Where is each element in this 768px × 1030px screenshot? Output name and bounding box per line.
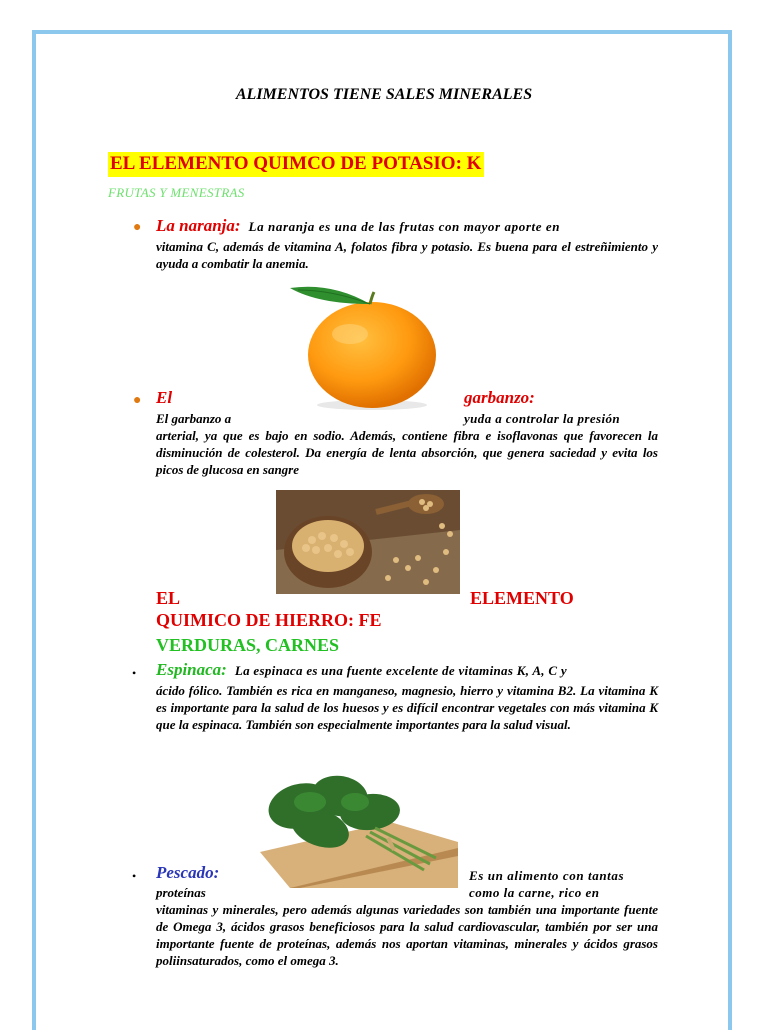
garbanzo-term-right: garbanzo: — [464, 388, 535, 407]
orange-image — [262, 282, 458, 412]
potasio-subheading: FRUTAS Y MENESTRAS — [108, 185, 245, 200]
hierro-heading-line2: QUIMICO DE HIERRO: FE — [156, 610, 382, 630]
spinach-image — [260, 772, 458, 888]
naranja-body: vitamina C, además de vitamina A, folatos fibra y potasio. Es buena para el estreñimiento y ayuda a combatir la anemia. — [156, 239, 658, 271]
naranja-first-line — [156, 216, 658, 236]
garbanzo-line1-right: yuda a controlar la presión — [464, 411, 620, 426]
pescado-term: Pescado: — [156, 863, 220, 882]
garbanzo-line1-left: El garbanzo a — [156, 411, 232, 426]
orange-icon — [262, 282, 458, 412]
garbanzo-term-left: El — [156, 388, 173, 407]
naranja-lead: La naranja es una de las frutas con mayor aporte en — [248, 219, 561, 234]
spinach-icon — [260, 772, 458, 888]
espinaca-term: Espinaca: — [156, 660, 227, 679]
bullet-naranja: ● — [133, 220, 142, 235]
hierro-subheading: VERDURAS, CARNES — [156, 635, 340, 655]
document-title: ALIMENTOS TIENE SALES MINERALES — [235, 86, 533, 103]
naranja-term: La naranja: — [156, 216, 241, 235]
espinaca-lead: La espinaca es una fuente excelente de vitaminas K, A, C y — [234, 663, 567, 678]
bullet-garbanzo: ● — [133, 393, 142, 408]
chickpeas-icon — [276, 490, 460, 594]
espinaca-body: ácido fólico. También es rica en manganeso, magnesio, hierro y vitamina B2. La vitamina K es importante para la salud de los huesos y es difícil encontrar vegetales con más vitamina K que la espinaca. También son especialmente importantes para la salud visual. — [156, 683, 658, 732]
bullet-pescado: • — [132, 869, 137, 883]
hierro-heading-left: EL — [156, 588, 181, 608]
pescado-body: vitaminas y minerales, pero además algunas variedades son también una importante fuente de Omega 3, ácidos grasos beneficiosos para la salud cardiovascular, también por ser una importante fuente de proteínas, además nos aportan vitaminas, minerales y ácidos grasos poliinsaturados, como el omega 3. — [156, 902, 658, 968]
pescado-line2-right: como la carne, rico en — [469, 885, 600, 900]
chickpeas-image — [276, 490, 460, 594]
hierro-heading-right: ELEMENTO — [470, 588, 574, 608]
potasio-heading: EL ELEMENTO QUIMCO DE POTASIO: K — [108, 152, 484, 177]
pescado-line2-left: proteínas — [156, 885, 206, 900]
bullet-espinaca: • — [132, 666, 137, 680]
garbanzo-body: arterial, ya que es bajo en sodio. Además, contiene fibra e isoflavonas que favorecen la disminución de colesterol. Da energía de lenta absorción, que genera saciedad y evita los picos de glucosa en sangre — [156, 428, 658, 477]
pescado-lead-right: Es un alimento con tantas — [469, 868, 625, 883]
espinaca-first-line — [156, 660, 658, 680]
